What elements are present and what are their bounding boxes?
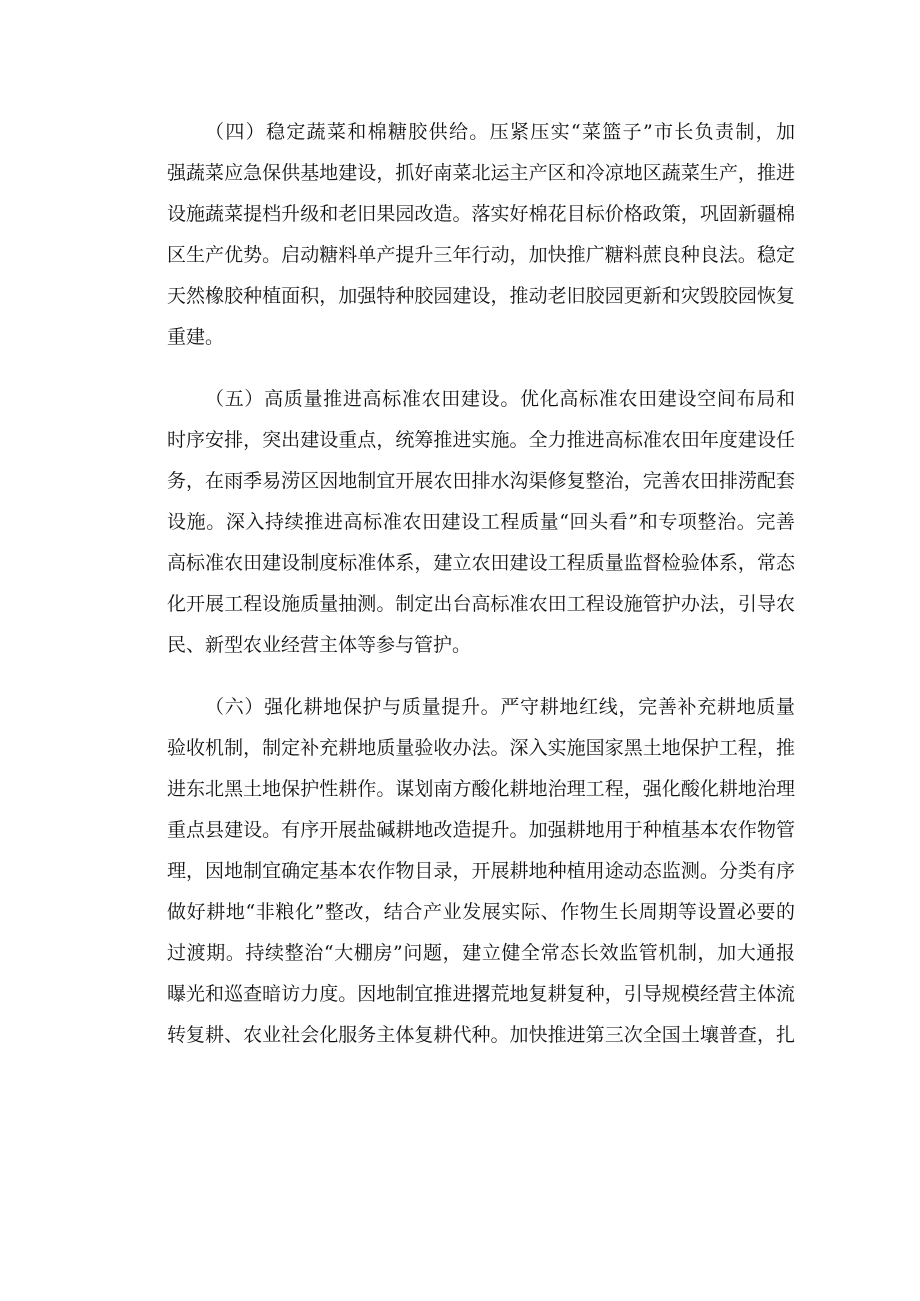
paragraph-spacer — [167, 358, 795, 379]
text-line: 曝光和巡查暗访力度。因地制宜推进撂荒地复耕复种，引导规模经营主体流 — [167, 983, 795, 1005]
text-line: （四）稳定蔬菜和棉糖胶供给。压紧压实“菜篮子”市长负责制，加 — [205, 121, 795, 143]
paragraph-spacer — [167, 666, 795, 687]
paragraph-4-vegetables-cotton-sugar-rubber — [167, 112, 795, 358]
text-line: 重建。 — [167, 326, 225, 348]
paragraph-6-farmland-protection — [167, 687, 795, 1056]
text-line: 民、新型农业经营主体等参与管护。 — [167, 634, 472, 656]
text-line: 设施。深入持续推进高标准农田建设工程质量“回头看”和专项整治。完善 — [167, 511, 795, 533]
text-line: 强蔬菜应急保供基地建设，抓好南菜北运主产区和冷凉地区蔬菜生产，推进 — [167, 162, 795, 184]
text-line: 时序安排，突出建设重点，统筹推进实施。全力推进高标准农田年度建设任 — [167, 429, 795, 451]
text-line: 过渡期。持续整治“大棚房”问题，建立健全常态长效监管机制，加大通报 — [167, 942, 795, 964]
text-line: 重点县建设。有序开展盐碱耕地改造提升。加强耕地用于种植基本农作物管 — [167, 819, 795, 841]
document-body — [167, 112, 795, 1056]
text-line: 区生产优势。启动糖料单产提升三年行动，加快推广糖料蔗良种良法。稳定 — [167, 244, 795, 266]
text-line: 务，在雨季易涝区因地制宜开展农田排水沟渠修复整治，完善农田排涝配套 — [167, 470, 795, 492]
text-line: （六）强化耕地保护与质量提升。严守耕地红线，完善补充耕地质量 — [205, 696, 795, 718]
text-line: 理，因地制宜确定基本农作物目录，开展耕地种植用途动态监测。分类有序 — [167, 860, 795, 882]
text-line: 高标准农田建设制度标准体系，建立农田建设工程质量监督检验体系，常态 — [167, 552, 795, 574]
text-line: 验收机制，制定补充耕地质量验收办法。深入实施国家黑土地保护工程，推 — [167, 737, 795, 759]
text-line: 设施蔬菜提档升级和老旧果园改造。落实好棉花目标价格政策，巩固新疆棉 — [167, 203, 795, 225]
text-line: 进东北黑土地保护性耕作。谋划南方酸化耕地治理工程，强化酸化耕地治理 — [167, 778, 795, 800]
text-line: 转复耕、农业社会化服务主体复耕代种。加快推进第三次全国土壤普查，扎 — [167, 1024, 795, 1046]
text-line: 化开展工程设施质量抽测。制定出台高标准农田工程设施管护办法，引导农 — [167, 593, 795, 615]
text-line: 天然橡胶种植面积，加强特种胶园建设，推动老旧胶园更新和灾毁胶园恢复 — [167, 285, 795, 307]
text-line: （五）高质量推进高标准农田建设。优化高标准农田建设空间布局和 — [205, 388, 795, 410]
paragraph-5-high-standard-farmland — [167, 379, 795, 666]
text-line: 做好耕地“非粮化”整改，结合产业发展实际、作物生长周期等设置必要的 — [167, 901, 795, 923]
